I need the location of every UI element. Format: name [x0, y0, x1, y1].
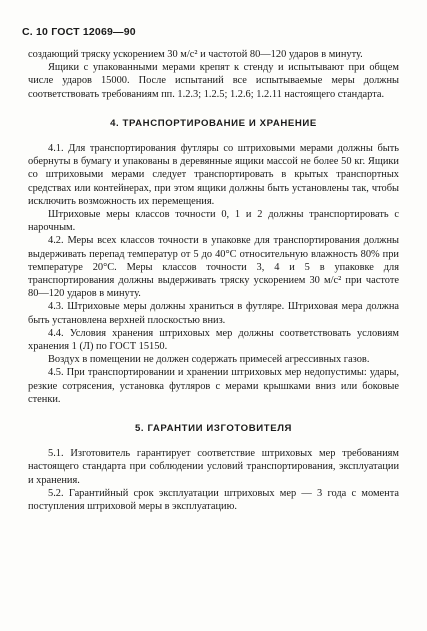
paragraph-5-1: 5.1. Изготовитель гарантирует соответствие штриховых мер требованиям настоящего стандарта при соблюдении условий транспортирования, эксплуатации и хранения.: [28, 448, 399, 486]
paragraph-4-2: 4.2. Меры всех классов точности в упаковке для транспортирования должны выдерживать перепад температур от 5 до 40°С относительную влажность 80% при температуре 20°С. Меры классов точности 3, 4 и 5 в упаковке для транспортирования должны выдерживать тряску ускорением 30 м/с² при частоте 80—120 ударов в минуту.: [28, 235, 399, 300]
section-title-warranty: 5. ГАРАНТИИ ИЗГОТОВИТЕЛЯ: [134, 423, 293, 435]
paragraph-4-1: 4.1. Для транспортирования футляры со штриховыми мерами должны быть обернуты в бумагу и упакованы в деревянные ящики массой не более 50 кг. Ящики со штриховыми мерами следует транспортировать в крытых транспортных средствах или контейнерах, при этом ящики должны быть установлены так, чтобы исключить возможность их перемещения.: [28, 143, 399, 207]
paragraph-4-5: 4.5. При транспортировании и хранении штриховых мер недопустимы: удары, резкие сотрясения, установка футляров с мерами крышками вниз или боковые стенки.: [28, 367, 399, 405]
section-title-transport: 4. ТРАНСПОРТИРОВАНИЕ И ХРАНЕНИЕ: [110, 117, 317, 129]
page-body: [28, 48, 399, 513]
paragraph-4-1-note: Штриховые меры классов точности 0, 1 и 2 должны транспортировать с нарочным.: [28, 209, 399, 234]
paragraph-5-2: 5.2. Гарантийный срок эксплуатации штриховых мер — 3 года с момента поступления штриховой меры в эксплуатацию.: [28, 487, 399, 513]
intro-paragraph-2: Ящики с упакованными мерами крепят к стенду и испытывают при общем числе ударов 15000. После испытаний все испытываемые меры должны соответствовать требованиям пп. 1.2.3; 1.2.5; 1.2.6; 1.2.11 настоящего стандарта.: [28, 62, 399, 100]
paragraph-4-3: 4.3. Штриховые меры должны храниться в футляре. Штриховая мера должна быть установлена верхней плоскостью вниз.: [28, 301, 399, 326]
running-head: С. 10 ГОСТ 12069—90: [22, 26, 136, 38]
paragraph-4-4: 4.4. Условия хранения штриховых мер должны соответствовать условиям хранения 1 (Л) по ГОСТ 15150.: [28, 327, 399, 353]
paragraph-4-4-note: Воздух в помещении не должен содержать примесей агрессивных газов.: [48, 354, 370, 366]
intro-paragraph-1: создающий тряску ускорением 30 м/с² и частотой 80—120 ударов в минуту.: [28, 49, 363, 60]
